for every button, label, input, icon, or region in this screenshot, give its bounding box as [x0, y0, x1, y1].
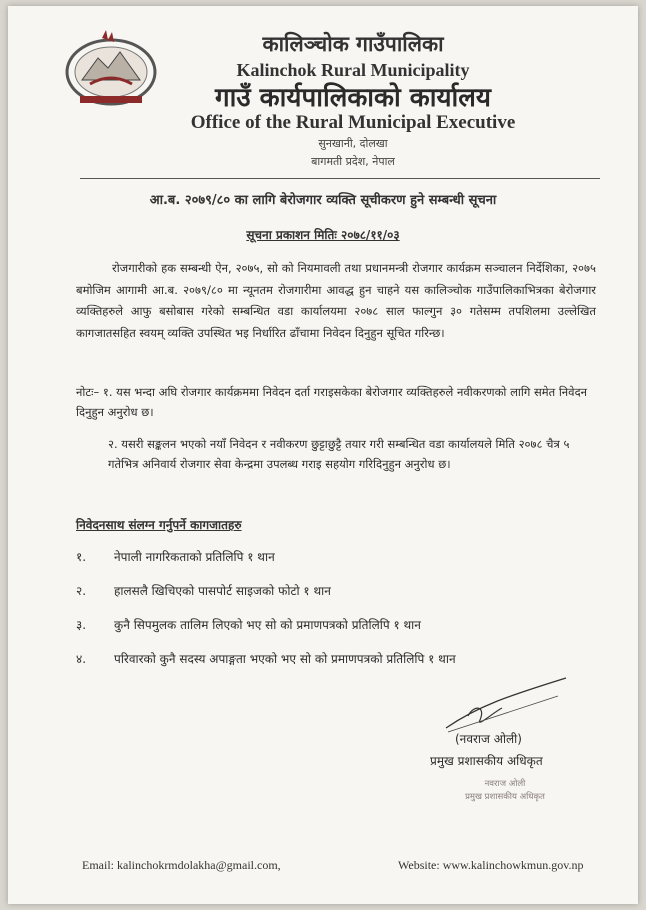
official-stamp: नवराज ओली प्रमुख प्रशासकीय अधिकृत	[465, 779, 545, 802]
note-2: २. यसरी सङ्कलन भएको नयाँ निवेदन र नवीकरण छुट्टाछुट्टै तयार गरी सम्बन्धित वडा कार्यालयले मिति २०७८ चैत्र ५ गतेभित्र अनिवार्य रोजगार सेवा केन्द्रमा उपलब्ध गराइ सहयोग गरिदिनुहुन अनुरोध छ।	[108, 437, 570, 471]
note-1-text: १. यस भन्दा अघि रोजगार कार्यक्रममा निवेदन दर्ता गराइसकेका बेरोजगार व्यक्तिहरुले नवीकरणको लागि समेत निवेदन दिनुहुन अनुरोध छ।	[76, 385, 588, 419]
note-1	[76, 382, 596, 422]
office-name-nepali: गाउँ कार्यपालिकाको कार्यालय	[215, 83, 491, 113]
notice-body: रोजगारीको हक सम्बन्धी ऐन, २०७५, सो को नियमावली तथा प्रधानमन्त्री रोजगार कार्यक्रम सञ्चालन निर्देशिका, २०७५ बमोजिम आगामी आ.ब. २०७९/८० मा न्यूनतम रोजगारीमा आवद्ध हुन चाहने यस कालिञ्चोक गाउँपालिकाभित्रका बेरोजगार व्यक्तिहरुले आफु बसोबास गरेको सम्बन्धित वडा कार्यालयमा २०७८ साल फाल्गुन ३० गतेसम्म तपशिलमा उल्लेखित कागजातसहित स्वयम् व्यक्ति उपस्थित भइ निर्धारित ढाँचामा निवेदन दिनुहुन सूचित गरिन्छ।	[76, 261, 596, 340]
list-item: २. हालसलै खिचिएको पासपोर्ट साइजको फोटो १ थान	[76, 584, 331, 598]
office-name-english: Office of the Rural Municipal Executive	[190, 112, 516, 133]
municipality-name-nepali: कालिञ्चोक गाउँपालिका	[262, 31, 444, 56]
signature-mark	[438, 676, 574, 736]
address-line-1: सुनखानी, दोलखा	[318, 137, 388, 150]
municipality-name-english: Kalinchok Rural Municipality	[236, 60, 470, 80]
signatory-name: (नवराज ओली)	[455, 732, 522, 746]
footer-website: Website: www.kalinchowkmun.gov.np	[398, 858, 584, 872]
list-item: ४. परिवारको कुनै सदस्य अपाङ्गता भएको भए सो को प्रमाणपत्रको प्रतिलिपि १ थान	[76, 652, 456, 666]
list-item: १. नेपाली नागरिकताको प्रतिलिपि १ थान	[76, 550, 275, 564]
header-divider	[80, 178, 600, 179]
signatory-title: प्रमुख प्रशासकीय अधिकृत	[430, 754, 543, 768]
note-label: नोटः–	[76, 385, 100, 399]
publication-date: सूचना प्रकाशन मितिः २०७८/११/०३	[246, 228, 400, 242]
attachments-title: निवेदनसाथ संलग्न गर्नुपर्ने कागजातहरु	[76, 518, 242, 532]
list-item: ३. कुनै सिपमुलक तालिम लिएको भए सो को प्रमाणपत्रको प्रतिलिपि १ थान	[76, 618, 421, 632]
footer-email: Email: kalinchokrmdolakha@gmail.com,	[82, 858, 281, 872]
notice-subject: आ.ब. २०७९/८० का लागि बेरोजगार व्यक्ति सूचीकरण हुने सम्बन्धी सूचना	[149, 193, 497, 208]
address-line-2: बागमती प्रदेश, नेपाल	[311, 155, 395, 168]
